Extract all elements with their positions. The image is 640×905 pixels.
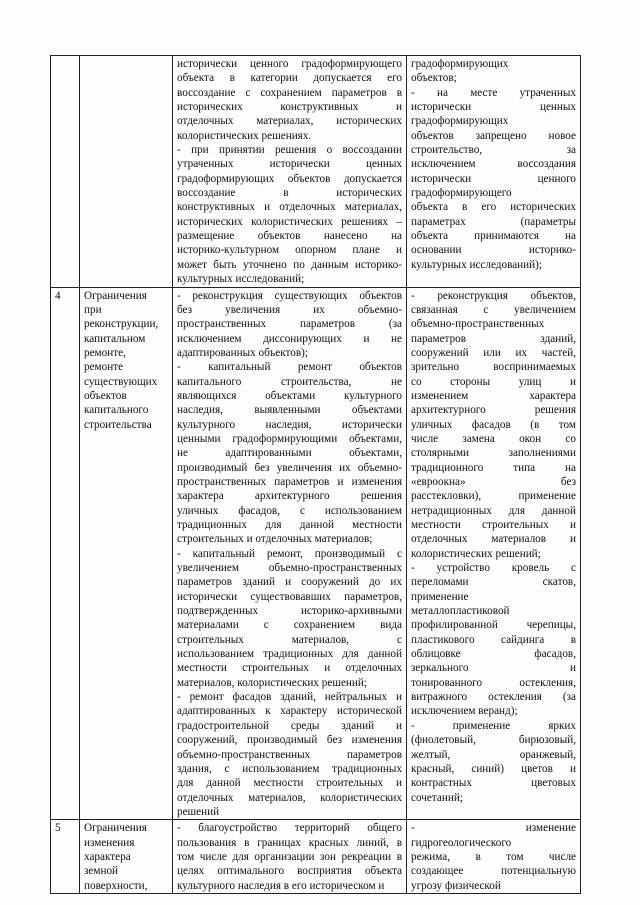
text-line: объектов; (411, 72, 457, 85)
text-line: характера (84, 850, 131, 863)
text-line: - ремонт фасадов зданий, нейтральных и (177, 691, 402, 704)
text-line: объекта в его исторических (411, 201, 576, 214)
prohibited-actions-cell (407, 820, 581, 894)
text-line: применение (411, 590, 469, 603)
text-line: контрастных цветовых (411, 777, 576, 790)
text-line: градоформирующих объектов допускается (177, 172, 402, 185)
text-line: - капитальный ремонт, производимый с (177, 547, 402, 560)
text-line: пластикового сайдинга в (411, 633, 576, 646)
text-line: может быть уточнено по данным историко- (177, 258, 402, 271)
text-line: подтвержденных историко-архивными (177, 605, 402, 618)
text-line: не адаптированными объектами, (177, 447, 402, 460)
text-line: исторических конструктивных и (177, 101, 402, 114)
text-line: том числе для организации зон рекреации в (177, 850, 402, 863)
text-line: здания, с использованием традиционных (177, 762, 402, 775)
text-line: объектов запрещено новое (411, 129, 576, 142)
text-line: без увеличения их объемно- (177, 303, 402, 316)
text-line: объекта принимаются на (411, 230, 576, 243)
text-line: Ограничения (84, 289, 147, 302)
text-line: исторических колористических решениях – (177, 215, 402, 228)
text-line: культурных исследований; (177, 273, 305, 286)
text-line: характера архитектурного решения (177, 490, 402, 503)
text-line: утраченных исторически ценных (177, 158, 402, 171)
text-line: пользования в границах красных линий, в (177, 836, 402, 849)
text-line: витражного остекления (за (411, 691, 576, 704)
permitted-actions-cell (173, 820, 407, 894)
text-line: капитального строительства, не (177, 375, 402, 388)
text-line: тонированного остекления, (411, 676, 576, 689)
text-line: для данной местности строительных и (177, 777, 402, 790)
text-line: сочетаний; (411, 791, 463, 804)
text-line: адаптированных к характеру исторической (177, 705, 402, 718)
text-line: строительства (84, 418, 152, 431)
text-line: архитектурного решения (411, 404, 576, 417)
text-line: нетрадиционных для данной (411, 504, 576, 517)
restriction-name-cell (80, 820, 173, 894)
text-line: решений (177, 805, 220, 818)
text-line: колористических решениях. (177, 129, 312, 142)
text-line: «евроокна» без (411, 475, 576, 488)
prohibited-actions-cell (407, 56, 581, 288)
table-row (51, 287, 581, 820)
text-line: производимый без увеличения их объемно- (177, 461, 402, 474)
text-line: размещение объектов нанесено на (177, 230, 402, 243)
text-line: числе замена окон со (411, 432, 576, 445)
text-line: (фиолетовый, бирюзовый, (411, 734, 576, 747)
text-line: сооружений, производимый без изменения (177, 734, 402, 747)
text-line: - на месте утраченных (411, 86, 576, 99)
text-line: градостроительной среды зданий и (177, 719, 402, 732)
text-line: металлопластиковой (411, 605, 510, 618)
text-line: изменения (84, 836, 135, 849)
text-line: градоформирующих (411, 115, 509, 128)
text-line: исключением веранд); (411, 705, 518, 718)
text-line: основании историко- (411, 244, 576, 257)
text-line: - устройство кровель с (411, 562, 576, 575)
text-line: отделочных материалов, колористических (177, 791, 402, 804)
text-line: культурных исследований); (411, 258, 542, 271)
text-line: культурного наследия в его историческом и (177, 879, 385, 892)
text-line: параметров зданий, (411, 332, 576, 345)
text-line: воссоздание в исторических (177, 187, 402, 200)
text-line: уличных фасадов, с использованием (177, 504, 402, 517)
text-line: изменением характера (411, 389, 576, 402)
text-line: - при принятии решения о воссоздании (177, 144, 402, 157)
prohibited-actions-cell (407, 287, 581, 820)
text-line: - капитальный ремонт объектов (177, 361, 402, 374)
text-line: - реконструкция объектов, (411, 289, 576, 302)
text-line: материалами с сохранением вида (177, 619, 402, 632)
text-line: - благоустройство территорий общего (177, 822, 402, 835)
text-line: историко-культурном опорном плане и (177, 244, 402, 257)
text-line: профилированной черепицы, (411, 619, 576, 632)
restrictions-table (50, 55, 581, 894)
text-line: зеркального и (411, 662, 576, 675)
text-line: облицовке фасадов, (411, 648, 576, 661)
permitted-actions-cell (173, 56, 407, 288)
text-line: местности строительных и (411, 519, 576, 531)
text-line: местности строительных и отделочных (177, 662, 402, 675)
text-line: строительных материалов, с (177, 633, 402, 646)
text-line: переломами скатов, (411, 576, 576, 589)
text-line: наследия, выявленными объектами (177, 404, 402, 417)
text-line: конструктивных и отделочных материалах, (177, 201, 402, 214)
text-line: сооружений или их частей, (411, 346, 576, 359)
text-line: использованием традиционных для данной (177, 648, 402, 661)
text-line: традиционного типа на (411, 461, 576, 474)
text-line: воссоздание с сохранением параметров в (177, 86, 402, 99)
text-line: реконструкции, (84, 318, 159, 331)
text-line: капитального (84, 404, 149, 417)
text-line: адаптированных объектов); (177, 346, 309, 359)
text-line: культурного наследия, исторически (177, 418, 402, 431)
text-line: увеличением объемно-пространственных (177, 562, 402, 575)
text-line: - применение ярких (411, 719, 576, 732)
text-line: исторически ценного (411, 172, 576, 185)
text-line: пространственных параметров (за (177, 318, 402, 331)
text-line: исторически ценного градоформирующего (177, 58, 402, 70)
text-line: создающее потенциальную (411, 865, 576, 878)
text-line: капитальном (84, 332, 146, 345)
text-line: расстекловки), применение (411, 490, 576, 503)
text-line: градоформирующих (411, 58, 509, 70)
permitted-actions-cell (173, 287, 407, 820)
text-line: земной (84, 865, 119, 878)
text-line: являющихся объектами культурного (177, 389, 402, 402)
text-line: гидрогеологического (411, 836, 512, 849)
text-line: объемно-пространственных параметров (177, 748, 402, 761)
row-number: 4 (51, 287, 80, 820)
text-line: Ограничения (84, 822, 147, 835)
text-line: угрозу физической (411, 879, 501, 892)
text-line: объекта в категории допускается его (177, 72, 402, 85)
text-line: пространственных параметров и изменения (177, 475, 402, 488)
text-line: исключением воссоздания (411, 158, 576, 171)
text-line: исторически ценных (411, 101, 576, 114)
text-line: строительство, за (411, 144, 576, 157)
text-line: параметров зданий и сооружений до их (177, 576, 402, 589)
text-line: исключением диссонирующих и не (177, 332, 402, 345)
text-line: - реконструкция существующих объектов (177, 289, 402, 302)
text-line: желтый, оранжевый, (411, 748, 576, 761)
text-line: столярными заполнениями (411, 447, 576, 460)
text-line: поверхности, (84, 879, 148, 892)
text-line: при (84, 303, 102, 316)
text-line: отделочных материалах, исторических (177, 115, 402, 128)
text-line: ремонте (84, 361, 124, 374)
text-line: красный, синий) цветов и (411, 762, 576, 775)
text-line: традиционных для данной местности (177, 519, 402, 531)
text-line: отделочных материалов и (411, 533, 576, 546)
text-line: объемно-пространственных (411, 318, 545, 331)
text-line: исторически существовавших параметров, (177, 590, 402, 603)
row-number: 5 (51, 820, 80, 894)
text-line: уличных фасадов (в том (411, 418, 576, 431)
text-line: градоформирующего (411, 187, 512, 200)
table-body (51, 56, 581, 894)
text-line: зрительно воспринимаемых (411, 361, 576, 374)
restriction-name-cell (80, 287, 173, 820)
text-line: связанная с увеличением (411, 303, 576, 316)
text-line: материалов, колористических решений; (177, 676, 368, 689)
restriction-name-cell (80, 56, 173, 288)
text-line: ценными градоформирующими объектами, (177, 432, 402, 445)
text-line: целях оптимального восприятия объекта (177, 865, 402, 878)
text-line: объектов (84, 389, 127, 402)
table-row (51, 820, 581, 894)
text-line: колористических решений; (411, 547, 541, 560)
text-line: ремонте, (84, 346, 126, 359)
table-row (51, 56, 581, 288)
text-line: существующих (84, 375, 158, 388)
text-line: режима, в том числе (411, 850, 576, 863)
text-line: со стороны улиц и (411, 375, 576, 388)
text-line: параметрах (параметры (411, 215, 576, 228)
row-number (51, 56, 80, 288)
text-line: строительных и отделочных материалов; (177, 533, 373, 546)
text-line: - изменение (411, 822, 576, 835)
